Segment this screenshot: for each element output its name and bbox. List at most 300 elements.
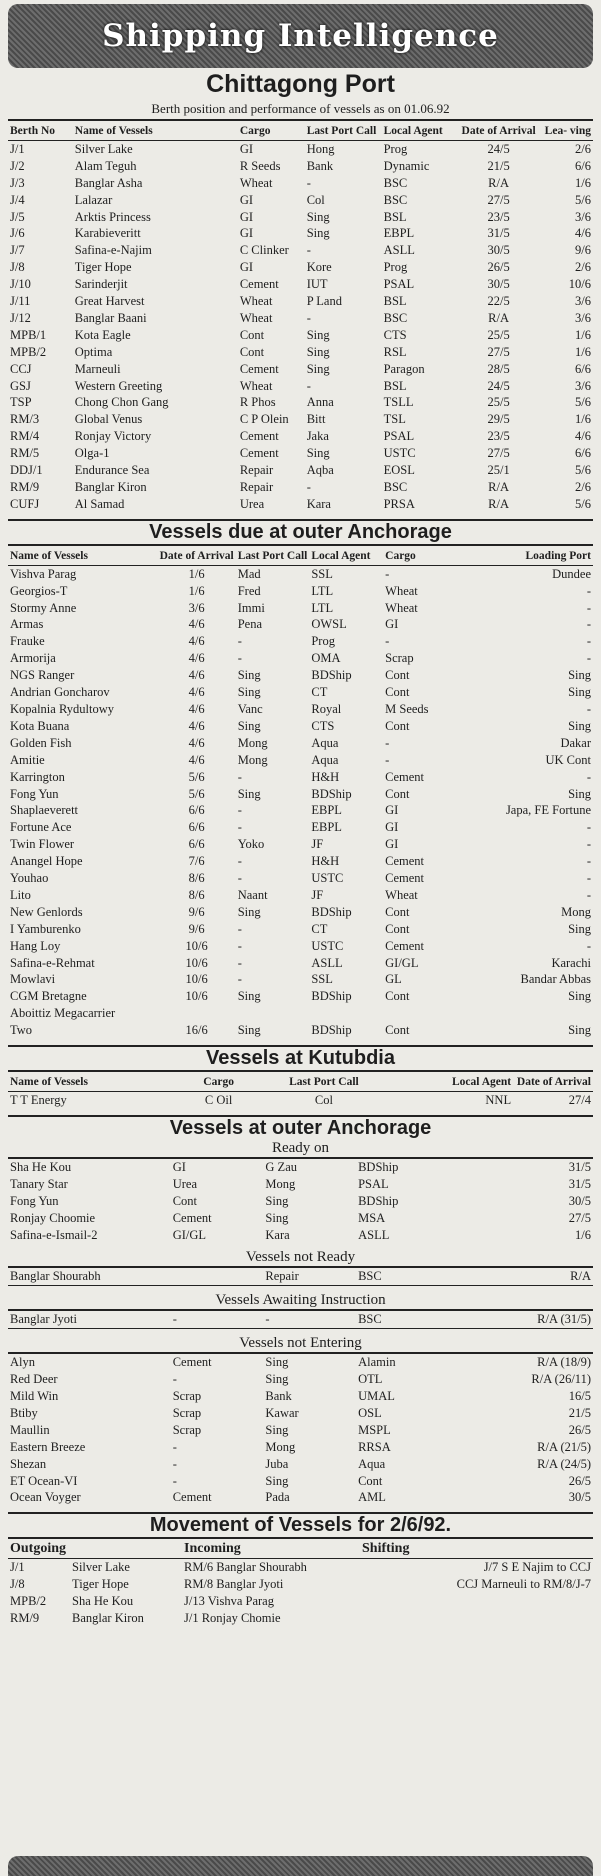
table-cell: Sarinderjit (74, 277, 128, 292)
table-cell: Mowlavi (10, 972, 56, 987)
table-cell: 3/6 (575, 378, 591, 393)
table-cell: 22/5 (487, 294, 510, 309)
table-cell: Kore (306, 260, 332, 275)
table-cell: Yoko (237, 837, 265, 852)
table-cell: MPB/1 (10, 327, 47, 342)
table-cell: Pena (237, 617, 263, 632)
table-cell: - (237, 803, 242, 818)
table-cell: - (172, 1473, 177, 1488)
table-row (8, 1005, 593, 1022)
table-cell: Juba (265, 1456, 289, 1471)
table-cell: R/A (488, 175, 510, 190)
table-cell: Sing (306, 209, 330, 224)
table-cell: R/A (488, 496, 510, 511)
table-cell: Cont (385, 786, 410, 801)
movement-header-row (8, 1538, 593, 1558)
table-cell: - (306, 175, 311, 190)
table-cell: Maullin (10, 1422, 50, 1437)
table-cell: Cement (385, 871, 425, 886)
table-cell (360, 1593, 593, 1610)
table-cell: JF (311, 887, 324, 902)
table-cell: Wheat (239, 310, 273, 325)
table-cell: 6/6 (575, 361, 591, 376)
table-cell: 6/6 (188, 837, 205, 852)
table-cell: Cont (385, 1023, 410, 1038)
table-cell: Optima (74, 344, 113, 359)
table-cell: Sing (568, 786, 591, 801)
table-cell: Btiby (10, 1405, 38, 1420)
table-cell: Cement (385, 938, 425, 953)
not-ready-body (8, 1267, 593, 1285)
column-header: Loading Port (525, 549, 591, 562)
table-cell: - (586, 617, 591, 632)
table-cell: 4/6 (575, 429, 591, 444)
table-cell: MPB/2 (10, 1594, 47, 1609)
table-cell: Georgios-T (10, 583, 68, 598)
table-row (8, 971, 593, 988)
table-cell: BSL (383, 209, 407, 224)
table-cell: CUFJ (10, 496, 40, 511)
table-cell: - (237, 938, 242, 953)
table-row (8, 769, 593, 786)
table-cell: USTC (383, 446, 416, 461)
table-cell: Wheat (239, 175, 273, 190)
table-cell: - (586, 837, 591, 852)
table-row (8, 276, 593, 293)
table-cell: - (385, 752, 390, 767)
table-cell: 5/6 (575, 192, 591, 207)
table-cell: Silver Lake (74, 141, 133, 156)
table-cell: GI (172, 1159, 186, 1174)
table-cell: R/A (31/5) (537, 1312, 591, 1327)
table-cell: Sing (568, 668, 591, 683)
table-cell: - (385, 735, 390, 750)
table-cell: - (265, 1312, 270, 1327)
table-cell: 7/6 (188, 854, 205, 869)
table-cell: Sing (568, 685, 591, 700)
column-header: Lea- ving (544, 124, 591, 137)
table-cell: Cont (385, 921, 410, 936)
table-cell: LTL (311, 583, 334, 598)
table-cell: 5/6 (575, 496, 591, 511)
table-row (8, 870, 593, 887)
table-cell: GI (385, 803, 399, 818)
table-cell: Bandar Abbas (520, 972, 591, 987)
table-cell: Sing (237, 989, 261, 1004)
table-cell: Cont (385, 989, 410, 1004)
table-row (8, 1405, 593, 1422)
table-cell: I Yamburenko (10, 921, 81, 936)
table-row (8, 1439, 593, 1456)
table-cell: Shezan (10, 1456, 47, 1471)
table-cell: - (172, 1372, 177, 1387)
table-cell: New Genlords (10, 904, 83, 919)
table-row (8, 1610, 593, 1627)
table-cell: J/7 S E Najim to CCJ (483, 1560, 591, 1575)
table-cell: EOSL (383, 463, 415, 478)
table-cell: Al Samad (74, 496, 125, 511)
table-cell: 23/5 (487, 209, 510, 224)
column-header: Outgoing (10, 1541, 67, 1557)
table-cell: Endurance Sea (74, 463, 150, 478)
table-row (8, 327, 593, 344)
table-cell: Sing (306, 226, 330, 241)
table-cell: Sing (237, 718, 261, 733)
table-row (8, 684, 593, 701)
table-row (8, 192, 593, 209)
table-cell: Mong (265, 1176, 296, 1191)
table-cell: J/6 (10, 226, 25, 241)
table-cell: Twin Flower (10, 837, 75, 852)
table-row (8, 428, 593, 445)
table-row (8, 836, 593, 853)
due-title: Vessels due at outer Anchorage (149, 520, 452, 543)
table-row (8, 394, 593, 411)
table-cell: 26/5 (568, 1473, 591, 1488)
table-cell: - (586, 769, 591, 784)
not-entering-table (8, 1352, 593, 1506)
table-cell: Kawar (265, 1405, 299, 1420)
table-cell: Fong Yun (10, 786, 59, 801)
not-entering-title: Vessels not Entering (239, 1335, 362, 1352)
table-cell: 21/5 (568, 1405, 591, 1420)
table-row (8, 752, 593, 769)
table-cell: G Zau (265, 1159, 297, 1174)
table-cell: Mad (237, 566, 261, 581)
table-cell (309, 1005, 383, 1022)
kutubdia-table (8, 1070, 593, 1109)
table-cell: RM/5 (10, 446, 40, 461)
column-header: Last Port Call (289, 1075, 359, 1088)
table-row (8, 1593, 593, 1610)
table-cell: Mild Win (10, 1389, 59, 1404)
table-cell: MSPL (358, 1422, 391, 1437)
table-cell: DDJ/1 (10, 463, 43, 478)
table-cell: BSL (383, 294, 407, 309)
table-cell: ASLL (358, 1227, 390, 1242)
table-cell: GI/GL (385, 955, 419, 970)
table-cell: TSP (10, 395, 32, 410)
table-cell: EBPL (311, 820, 342, 835)
table-row (8, 887, 593, 904)
table-cell: 26/5 (487, 260, 510, 275)
table-cell: PRSA (383, 496, 415, 511)
table-cell: Cement (239, 361, 279, 376)
table-cell: - (306, 378, 311, 393)
table-cell: Banglar Asha (74, 175, 143, 190)
table-cell: Urea (239, 496, 265, 511)
table-cell: - (172, 1456, 177, 1471)
table-row (8, 819, 593, 836)
berth-table (8, 119, 593, 513)
table-cell: RM/3 (10, 412, 40, 427)
table-cell (171, 1267, 264, 1285)
table-cell: Wheat (385, 600, 418, 615)
table-cell: J/1 Ronjay Chomie (184, 1611, 281, 1626)
table-cell: UMAL (358, 1389, 395, 1404)
table-cell: J/8 (10, 260, 25, 275)
table-cell: Dakar (560, 735, 591, 750)
table-cell: 4/6 (188, 718, 205, 733)
table-cell: - (586, 600, 591, 615)
table-cell: Vanc (237, 701, 263, 716)
table-cell: 1/6 (575, 1227, 591, 1242)
table-cell: J/7 (10, 243, 25, 258)
table-cell: BDShip (311, 989, 352, 1004)
table-cell: J/13 Vishva Parag (184, 1594, 274, 1609)
table-cell: 8/6 (188, 887, 205, 902)
table-cell: - (237, 634, 242, 649)
table-cell: Karachi (551, 955, 591, 970)
table-cell: Repair (239, 463, 274, 478)
table-cell: R/A (26/11) (531, 1372, 591, 1387)
table-cell: LTL (311, 600, 334, 615)
table-cell: Kota Buana (10, 718, 70, 733)
table-cell: CGM Bretagne (10, 989, 87, 1004)
table-cell: Sing (306, 361, 330, 376)
table-cell: BSC (383, 175, 408, 190)
table-cell: - (385, 634, 390, 649)
table-cell: 4/6 (188, 752, 205, 767)
table-cell: OMA (311, 651, 341, 666)
table-cell: Repair (239, 480, 274, 495)
table-cell: 10/6 (185, 989, 208, 1004)
table-cell: Lalazar (74, 192, 113, 207)
bottom-banner (8, 1856, 593, 1876)
table-cell: 10/6 (185, 955, 208, 970)
table-cell: BSC (383, 480, 408, 495)
table-row (8, 479, 593, 496)
table-row (8, 378, 593, 395)
table-cell: 31/5 (568, 1176, 591, 1191)
table-cell: 30/5 (568, 1490, 591, 1505)
table-row (8, 1489, 593, 1506)
table-cell: 30/5 (487, 243, 510, 258)
table-cell: Wheat (385, 583, 418, 598)
table-cell: 26/5 (568, 1422, 591, 1437)
table-cell: 27/5 (568, 1210, 591, 1225)
table-cell: Bank (265, 1389, 292, 1404)
table-cell: 4/6 (188, 617, 205, 632)
table-row (8, 140, 593, 157)
table-cell: Anangel Hope (10, 854, 83, 869)
table-cell: Sing (237, 1023, 261, 1038)
table-cell: 27/5 (487, 446, 510, 461)
table-cell: Scrap (172, 1389, 202, 1404)
table-cell: RM/9 (10, 1611, 40, 1626)
table-row (8, 496, 593, 513)
table-row (8, 1388, 593, 1405)
table-cell: 4/6 (188, 668, 205, 683)
column-header: Name of Vessels (10, 549, 88, 562)
table-cell: Pada (265, 1490, 290, 1505)
table-cell: Sha He Kou (72, 1594, 134, 1609)
table-cell: Sing (237, 668, 261, 683)
table-cell: - (586, 651, 591, 666)
table-cell: AML (358, 1490, 386, 1505)
table-cell: Two (10, 1023, 33, 1038)
table-cell: Kota Eagle (74, 327, 131, 342)
column-header: Shifting (362, 1541, 410, 1557)
table-cell: - (586, 887, 591, 902)
table-cell: Vishva Parag (10, 566, 77, 581)
table-cell (158, 1005, 236, 1022)
table-cell: 8/6 (188, 871, 205, 886)
table-cell: J/12 (10, 310, 31, 325)
table-row (8, 718, 593, 735)
table-cell: CT (311, 685, 328, 700)
table-cell: 2/6 (575, 141, 591, 156)
table-cell: Safina-e-Rehmat (10, 955, 95, 970)
table-cell: Wheat (385, 887, 418, 902)
table-cell: Paragon (383, 361, 425, 376)
table-cell: - (306, 310, 311, 325)
table-cell: EBPL (383, 226, 415, 241)
table-row (8, 1559, 593, 1577)
table-cell: Scrap (172, 1405, 202, 1420)
table-cell: Silver Lake (72, 1560, 130, 1575)
table-cell: Sing (568, 1023, 591, 1038)
table-row (8, 361, 593, 378)
table-cell: 3/6 (575, 294, 591, 309)
table-cell: UK Cont (545, 752, 591, 767)
table-cell: Sing (265, 1355, 289, 1370)
table-cell: GI (385, 617, 399, 632)
table-cell: Prog (311, 634, 335, 649)
column-header: Local Agent (383, 124, 443, 137)
table-cell: Scrap (385, 651, 414, 666)
table-row (8, 853, 593, 870)
table-cell: 1/6 (575, 412, 591, 427)
table-cell: 1/6 (575, 327, 591, 342)
table-cell: BDShip (311, 668, 352, 683)
table-row (8, 565, 593, 582)
table-cell: Royal (311, 701, 342, 716)
table-cell: 9/6 (188, 904, 205, 919)
kutubdia-title: Vessels at Kutubdia (206, 1047, 395, 1070)
table-cell: GI (239, 260, 254, 275)
table-cell: EBPL (311, 803, 342, 818)
table-cell (236, 1005, 310, 1022)
table-cell: Shaplaeverett (10, 803, 79, 818)
table-cell: 10/6 (185, 938, 208, 953)
table-cell: - (237, 769, 242, 784)
table-cell: ET Ocean-VI (10, 1473, 78, 1488)
table-row (8, 650, 593, 667)
table-cell: GSJ (10, 378, 31, 393)
banner (8, 4, 593, 68)
table-cell: R Seeds (239, 158, 281, 173)
table-row (8, 1193, 593, 1210)
table-cell: R Phos (239, 395, 276, 410)
table-cell: J/10 (10, 277, 31, 292)
table-row (8, 411, 593, 428)
due-body (8, 565, 593, 1039)
table-cell: 4/6 (188, 651, 205, 666)
table-cell: 5/6 (188, 786, 205, 801)
table-row (8, 462, 593, 479)
table-cell: Banglar Baani (74, 310, 147, 325)
column-header: Incoming (184, 1541, 241, 1557)
table-cell: Sing (306, 446, 330, 461)
table-cell: CCJ (10, 361, 32, 376)
table-cell: J/8 (10, 1577, 25, 1592)
table-row (8, 904, 593, 921)
table-cell: Aqba (306, 463, 334, 478)
table-cell: Lito (10, 887, 31, 902)
table-cell: SSL (311, 566, 333, 581)
table-cell: J/4 (10, 192, 25, 207)
table-cell: GI (239, 141, 254, 156)
table-cell: OTL (358, 1372, 383, 1387)
table-cell: Cont (358, 1473, 383, 1488)
table-cell: - (586, 938, 591, 953)
table-cell: Banglar Kiron (74, 480, 147, 495)
table-cell: CTS (383, 327, 407, 342)
table-cell: Arktis Princess (74, 209, 151, 224)
table-cell: Karrington (10, 769, 65, 784)
table-cell: 29/5 (487, 412, 510, 427)
table-cell: Kara (265, 1227, 290, 1242)
table-cell: BDShip (311, 904, 352, 919)
table-row (8, 445, 593, 462)
table-cell: - (172, 1439, 177, 1454)
ready-title: Ready on (271, 1139, 330, 1156)
due-table (8, 544, 593, 1039)
table-cell: BDShip (358, 1193, 399, 1208)
column-header: Date of Arrival (461, 124, 536, 137)
table-cell: GI (385, 820, 399, 835)
table-cell: 25/5 (487, 395, 510, 410)
table-cell: - (586, 854, 591, 869)
table-cell: R/A (488, 480, 510, 495)
table-cell: 16/6 (185, 1023, 208, 1038)
not-entering-body (8, 1353, 593, 1506)
column-header: Last Port Call (306, 124, 377, 137)
table-cell: 10/6 (568, 277, 591, 292)
table-cell: IUT (306, 277, 328, 292)
table-cell: 1/6 (188, 583, 205, 598)
table-cell: Japa, FE Fortune (505, 803, 591, 818)
table-cell: Sing (265, 1372, 289, 1387)
table-cell: Fred (237, 583, 261, 598)
table-cell: - (586, 583, 591, 598)
table-cell: GI (239, 226, 254, 241)
table-cell: Immi (237, 600, 265, 615)
table-row (8, 735, 593, 752)
table-cell: Banglar Shourabh (10, 1269, 101, 1284)
table-cell: Anna (306, 395, 334, 410)
table-row (8, 633, 593, 650)
awaiting-title: Vessels Awaiting Instruction (215, 1292, 386, 1309)
table-row (8, 616, 593, 633)
table-cell: - (237, 921, 242, 936)
table-cell: Naant (237, 887, 268, 902)
table-row (8, 1176, 593, 1193)
table-cell: Amitie (10, 752, 45, 767)
table-cell: - (237, 871, 242, 886)
table-row (8, 786, 593, 803)
table-cell: - (586, 871, 591, 886)
table-cell: Prog (383, 141, 408, 156)
table-cell: OSL (358, 1405, 382, 1420)
table-cell: RM/9 (10, 480, 40, 495)
table-cell: BSL (383, 378, 407, 393)
table-row (8, 938, 593, 955)
table-cell: Hang Loy (10, 938, 61, 953)
table-cell: 31/5 (568, 1159, 591, 1174)
table-cell: M Seeds (385, 701, 429, 716)
